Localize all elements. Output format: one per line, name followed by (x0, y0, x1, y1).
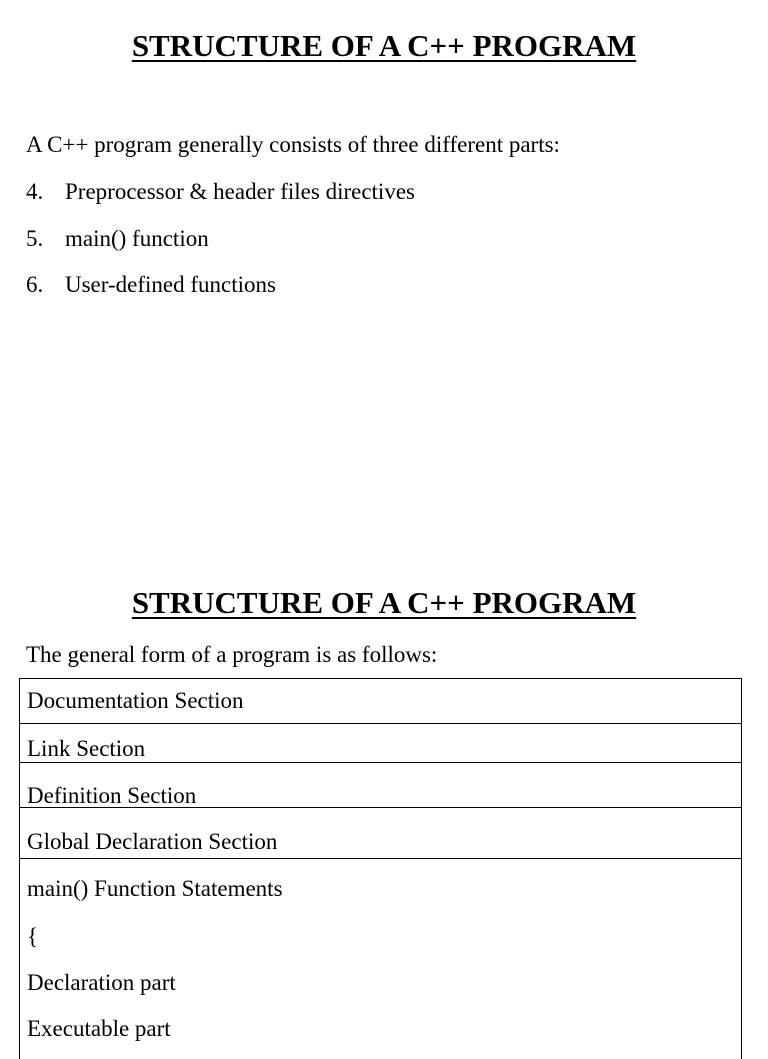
list-item (26, 227, 209, 250)
open-brace: { (27, 924, 39, 949)
list-number: 6. (26, 272, 44, 297)
table-row (20, 763, 741, 808)
list-number: 4. (26, 179, 44, 204)
documentation-section-label: Documentation Section (27, 688, 244, 713)
definition-section-label: Definition Section (27, 783, 197, 808)
program-structure-table (19, 678, 742, 1059)
page-title: STRUCTURE OF A C++ PROGRAM (131, 28, 637, 63)
table-row (20, 724, 741, 763)
list-number: 5. (26, 226, 44, 251)
list-item-label: User-defined functions (65, 272, 276, 297)
global-declaration-section-label: Global Declaration Section (27, 829, 278, 854)
executable-part-label: Executable part (27, 1016, 171, 1041)
main-function-block (20, 859, 741, 1059)
table-row (20, 808, 741, 859)
main-function-header: main() Function Statements (27, 876, 283, 901)
list-item (26, 180, 415, 203)
link-section-label: Link Section (27, 736, 146, 761)
table-row (20, 679, 741, 724)
section-title: STRUCTURE OF A C++ PROGRAM (131, 585, 637, 620)
form-intro-text: The general form of a program is as follows: (26, 642, 438, 667)
list-item-label: main() function (65, 226, 209, 251)
list-item-label: Preprocessor & header files directives (65, 179, 415, 204)
list-item (26, 273, 276, 296)
intro-text: A C++ program generally consists of three different parts: (26, 132, 560, 157)
declaration-part-label: Declaration part (27, 970, 176, 995)
